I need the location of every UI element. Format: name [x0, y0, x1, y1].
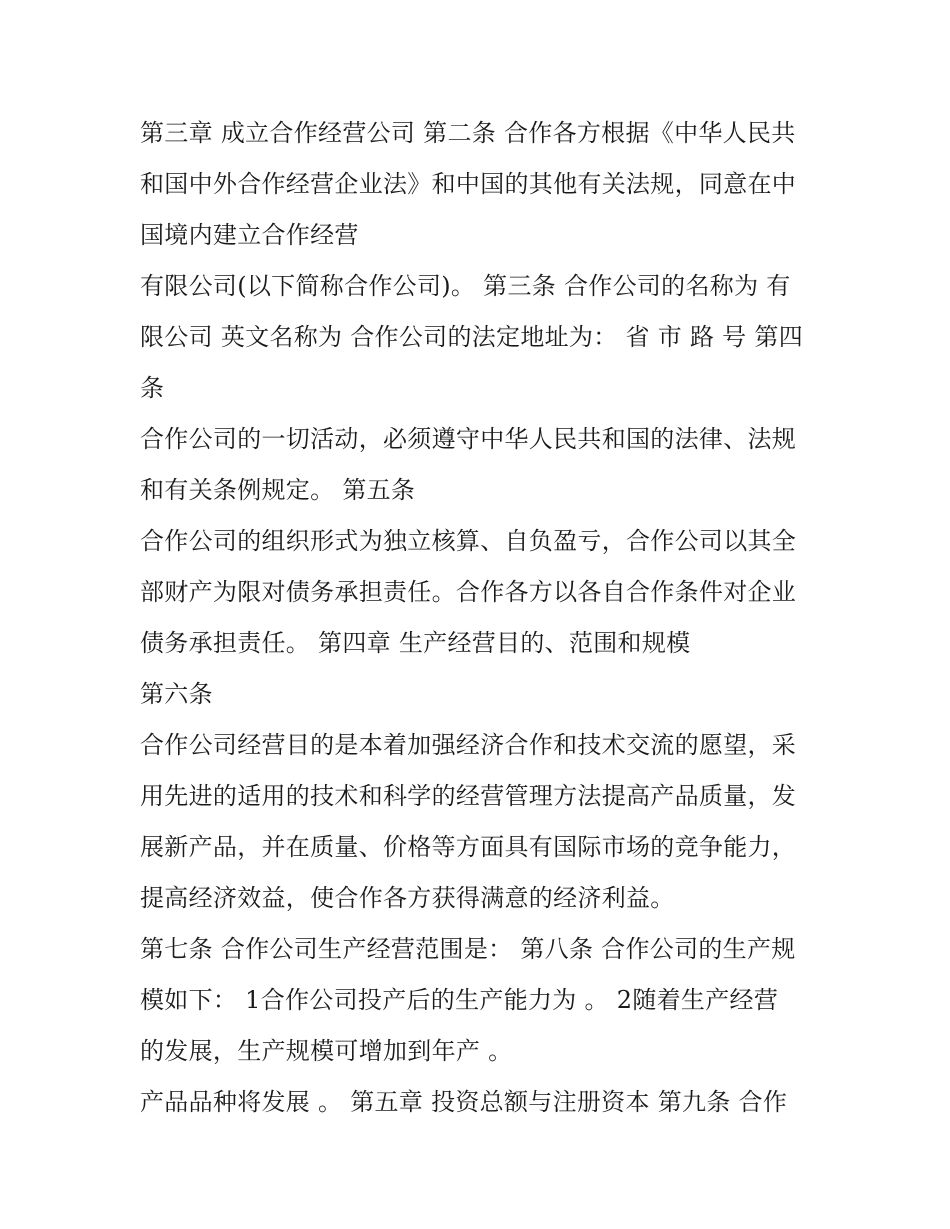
- text-line: 部财产为限对债务承担责任。合作各方以各自合作条件对企业: [140, 578, 797, 606]
- text-line: 的发展，生产规模可增加到年产 。: [140, 1037, 513, 1065]
- text-line: 债务承担责任。 第四章 生产经营目的、范围和规模: [140, 629, 691, 657]
- text-line: 和国中外合作经营企业法》和中国的其他有关法规，同意在中: [140, 170, 797, 198]
- paragraph-article-six-heading: [140, 669, 820, 720]
- paragraph-chapter-three: [140, 108, 820, 261]
- text-line: 第六条: [140, 680, 213, 708]
- text-line: 合作公司的一切活动，必须遵守中华人民共和国的法律、法规: [140, 425, 797, 453]
- text-line: 和有关条例规定。 第五条: [140, 476, 416, 504]
- text-line: 有限公司(以下简称合作公司)。 第三条 合作公司的名称为 有: [140, 272, 791, 300]
- text-line: 国境内建立合作经营: [140, 221, 359, 249]
- paragraph-legal-compliance: [140, 414, 820, 516]
- text-line: 用先进的适用的技术和科学的经营管理方法提高产品质量，发: [140, 782, 797, 810]
- text-line: 第三章 成立合作经营公司 第二条 合作各方根据《中华人民共: [140, 119, 796, 147]
- paragraph-business-purpose: [140, 720, 820, 924]
- text-line: 模如下： 1合作公司投产后的生产能力为 。 2随着生产经营: [140, 986, 779, 1014]
- text-line: 限公司 英文名称为 合作公司的法定地址为： 省 市 路 号 第四: [140, 323, 804, 351]
- text-line: 产品品种将发展 。 第五章 投资总额与注册资本 第九条 合作: [140, 1088, 788, 1116]
- text-line: 第七条 合作公司生产经营范围是： 第八条 合作公司的生产规: [140, 935, 796, 963]
- paragraph-business-scope: [140, 924, 820, 1077]
- text-line: 合作公司经营目的是本着加强经济合作和技术交流的愿望，采: [140, 731, 797, 759]
- document-body: [140, 108, 820, 1128]
- paragraph-organization-form: [140, 516, 820, 669]
- paragraph-chapter-five: [140, 1077, 820, 1128]
- text-line: 提高经济效益，使合作各方获得满意的经济利益。: [140, 884, 675, 912]
- text-line: 合作公司的组织形式为独立核算、自负盈亏，合作公司以其全: [140, 527, 797, 555]
- text-line: 展新产品，并在质量、价格等方面具有国际市场的竞争能力，: [140, 833, 797, 861]
- paragraph-company-name: [140, 261, 820, 414]
- text-line: 条: [140, 374, 165, 402]
